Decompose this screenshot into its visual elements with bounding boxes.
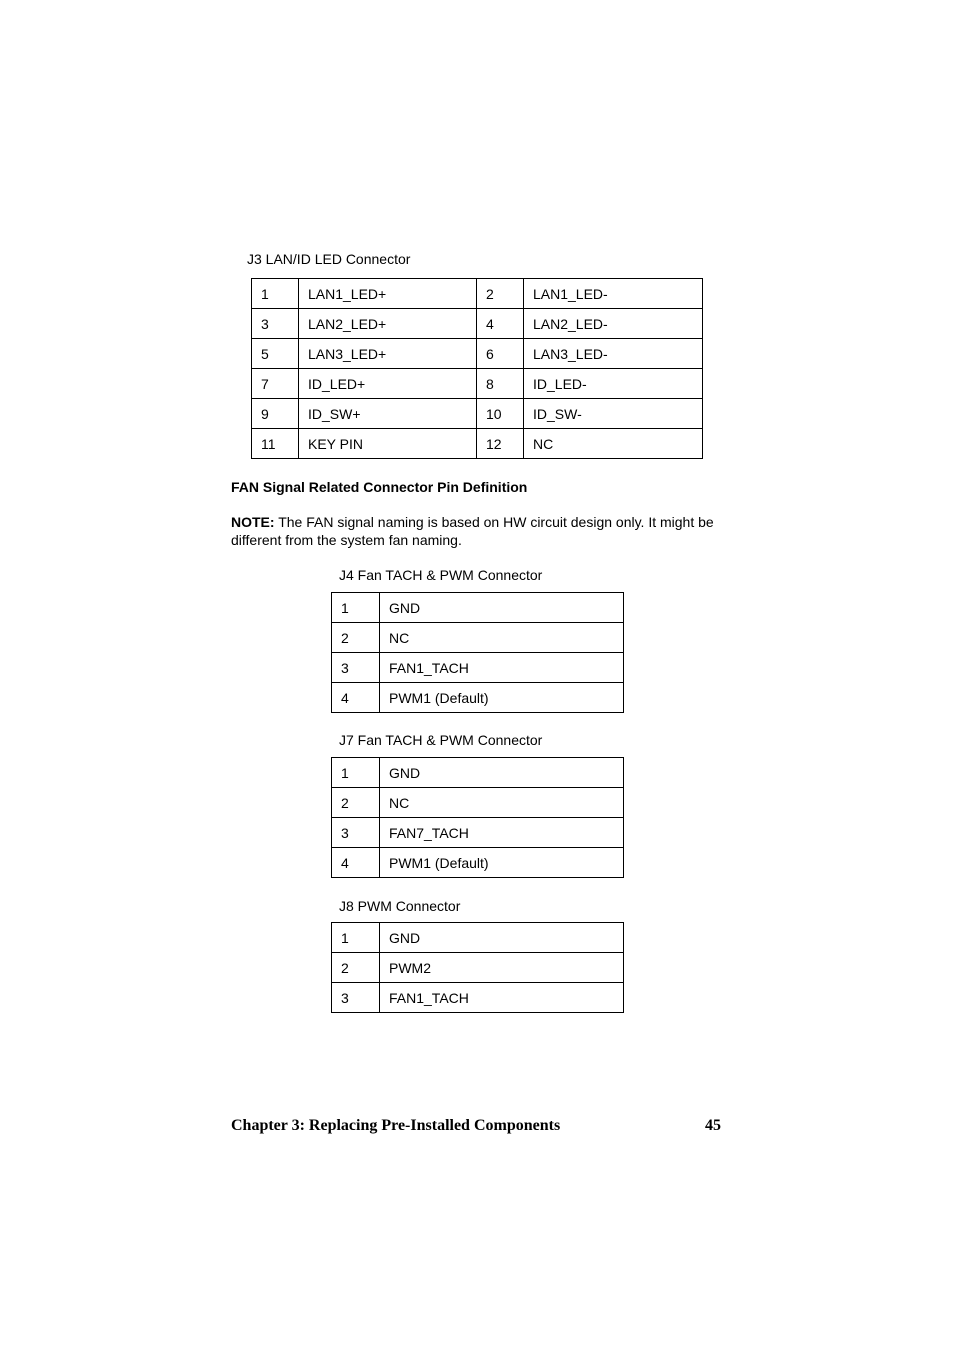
- pin-signal: PWM1 (Default): [380, 848, 624, 878]
- pin-number: 1: [332, 593, 380, 623]
- table-row: [332, 593, 624, 623]
- pin-number: 2: [332, 953, 380, 983]
- pin-signal: NC: [524, 429, 703, 459]
- table-row: [332, 758, 624, 788]
- pin-number: 2: [332, 623, 380, 653]
- table-row: [332, 818, 624, 848]
- pin-number: 12: [477, 429, 524, 459]
- pin-signal: LAN2_LED+: [299, 309, 477, 339]
- pin-number: 3: [252, 309, 299, 339]
- pin-number: 2: [332, 788, 380, 818]
- pin-number: 6: [477, 339, 524, 369]
- section-heading: FAN Signal Related Connector Pin Definition: [231, 479, 528, 495]
- table-row: [332, 983, 624, 1013]
- pin-signal: ID_LED-: [524, 369, 703, 399]
- table-row: [332, 788, 624, 818]
- table-row: [252, 429, 703, 459]
- j8-pin-table: [331, 922, 624, 1013]
- j7-caption: J7 Fan TACH & PWM Connector: [339, 732, 543, 748]
- pin-signal: NC: [380, 788, 624, 818]
- pin-number: 3: [332, 983, 380, 1013]
- pin-signal: ID_LED+: [299, 369, 477, 399]
- pin-number: 3: [332, 653, 380, 683]
- j3-pin-table: [251, 278, 703, 459]
- pin-signal: GND: [380, 758, 624, 788]
- pin-number: 9: [252, 399, 299, 429]
- footer-chapter-title: Chapter 3: Replacing Pre-Installed Components: [231, 1117, 561, 1134]
- pin-number: 2: [477, 279, 524, 309]
- table-row: [252, 309, 703, 339]
- table-row: [252, 369, 703, 399]
- pin-number: 3: [332, 818, 380, 848]
- pin-number: 8: [477, 369, 524, 399]
- j4-caption: J4 Fan TACH & PWM Connector: [339, 567, 543, 583]
- pin-signal: ID_SW-: [524, 399, 703, 429]
- pin-number: 11: [252, 429, 299, 459]
- pin-number: 1: [252, 279, 299, 309]
- j8-caption: J8 PWM Connector: [339, 898, 461, 914]
- table-row: [332, 953, 624, 983]
- pin-signal: ID_SW+: [299, 399, 477, 429]
- pin-number: 1: [332, 923, 380, 953]
- j7-pin-table: [331, 757, 624, 878]
- table-row: [332, 623, 624, 653]
- pin-number: 5: [252, 339, 299, 369]
- j3-caption: J3 LAN/ID LED Connector: [247, 251, 411, 267]
- pin-signal: LAN3_LED+: [299, 339, 477, 369]
- pin-signal: LAN1_LED+: [299, 279, 477, 309]
- table-row: [332, 848, 624, 878]
- pin-signal: PWM1 (Default): [380, 683, 624, 713]
- pin-number: 1: [332, 758, 380, 788]
- pin-signal: LAN2_LED-: [524, 309, 703, 339]
- table-row: [332, 653, 624, 683]
- table-row: [332, 683, 624, 713]
- pin-signal: FAN7_TACH: [380, 818, 624, 848]
- pin-signal: NC: [380, 623, 624, 653]
- j4-pin-table: [331, 592, 624, 713]
- pin-signal: KEY PIN: [299, 429, 477, 459]
- pin-number: 7: [252, 369, 299, 399]
- pin-signal: FAN1_TACH: [380, 983, 624, 1013]
- pin-number: 10: [477, 399, 524, 429]
- pin-number: 4: [332, 848, 380, 878]
- pin-signal: PWM2: [380, 953, 624, 983]
- pin-number: 4: [477, 309, 524, 339]
- table-row: [332, 923, 624, 953]
- pin-signal: LAN3_LED-: [524, 339, 703, 369]
- note-text: The FAN signal naming is based on HW circuit design only. It might be different from the system fan naming.: [231, 514, 714, 548]
- pin-signal: GND: [380, 593, 624, 623]
- pin-signal: FAN1_TACH: [380, 653, 624, 683]
- pin-signal: LAN1_LED-: [524, 279, 703, 309]
- page-number: 45: [705, 1117, 721, 1134]
- table-row: [252, 399, 703, 429]
- pin-signal: GND: [380, 923, 624, 953]
- note-paragraph: [231, 513, 721, 549]
- table-row: [252, 279, 703, 309]
- table-row: [252, 339, 703, 369]
- pin-number: 4: [332, 683, 380, 713]
- note-label: NOTE:: [231, 514, 275, 530]
